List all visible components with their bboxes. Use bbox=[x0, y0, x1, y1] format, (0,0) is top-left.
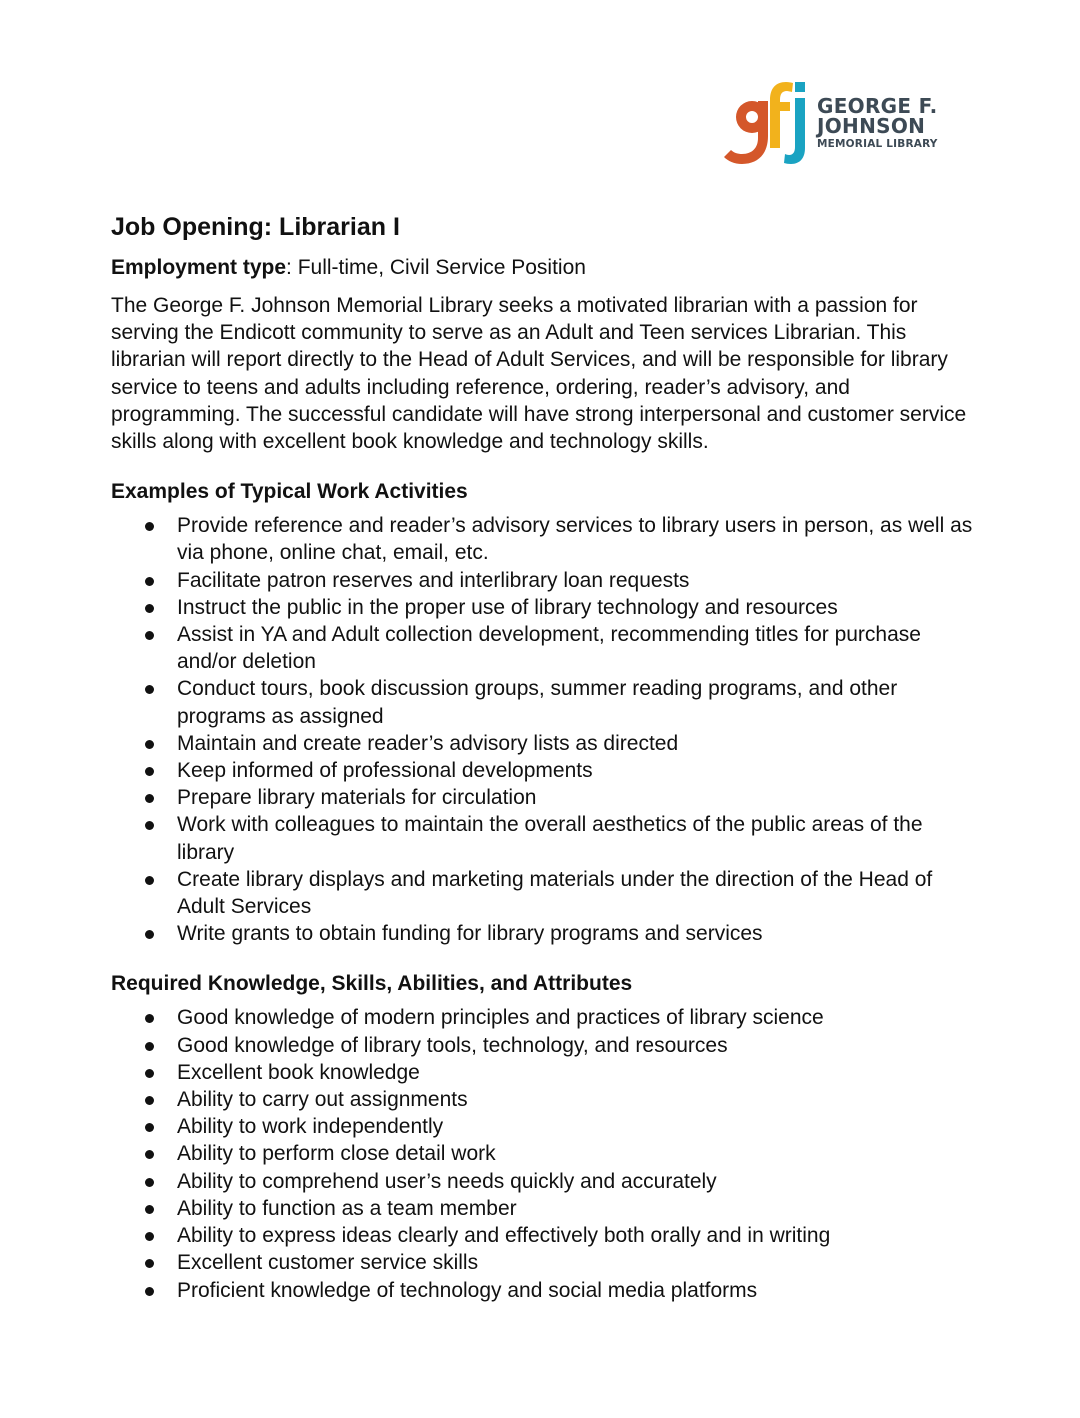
bullet-icon bbox=[145, 604, 154, 613]
employment-type-value: : Full-time, Civil Service Position bbox=[286, 256, 586, 279]
job-posting bbox=[111, 210, 981, 1304]
list-item-text: Work with colleagues to maintain the overall aesthetics of the public areas of the library bbox=[177, 813, 923, 864]
logo-name-line3: MEMORIAL LIBRARY bbox=[817, 138, 938, 150]
logo-name-line2: JOHNSON bbox=[817, 114, 926, 138]
employment-type-label: Employment type bbox=[111, 256, 287, 279]
list-item-text: Proficient knowledge of technology and social media platforms bbox=[177, 1278, 758, 1302]
page-title: Job Opening: Librarian I bbox=[111, 213, 400, 241]
gfj-logo-mark bbox=[720, 78, 812, 170]
list-item-text: Instruct the public in the proper use of library technology and resources bbox=[177, 595, 838, 619]
employment-type bbox=[111, 254, 981, 281]
list-item-text: Ability to work independently bbox=[177, 1115, 444, 1139]
list-item-text: Assist in YA and Adult collection development, recommending titles for purchase and/or deletion bbox=[177, 623, 921, 674]
bullet-icon bbox=[145, 1150, 154, 1159]
list-item bbox=[111, 621, 981, 675]
list-item bbox=[111, 1140, 981, 1167]
list-item bbox=[111, 1004, 981, 1031]
list-item-text: Excellent book knowledge bbox=[177, 1060, 420, 1084]
list-item bbox=[111, 594, 981, 621]
bullet-icon bbox=[145, 1232, 154, 1241]
list-item-text: Good knowledge of library tools, technology, and resources bbox=[177, 1033, 728, 1057]
bullet-icon bbox=[145, 1205, 154, 1214]
list-item bbox=[111, 1113, 981, 1140]
list-item-text: Prepare library materials for circulation bbox=[177, 786, 537, 810]
logo-letter-f bbox=[770, 82, 793, 148]
bullet-icon bbox=[145, 1042, 154, 1051]
list-item-text: Conduct tours, book discussion groups, summer reading programs, and other programs as assigned bbox=[177, 677, 898, 728]
list-item-text: Write grants to obtain funding for library programs and services bbox=[177, 922, 763, 946]
list-item bbox=[111, 757, 981, 784]
list-item bbox=[111, 730, 981, 757]
list-item bbox=[111, 1086, 981, 1113]
logo-name-line1: GEORGE F. bbox=[817, 94, 938, 118]
list-item bbox=[111, 784, 981, 811]
list-item bbox=[111, 920, 981, 947]
list-item bbox=[111, 512, 981, 566]
activities-heading: Examples of Typical Work Activities bbox=[111, 480, 468, 504]
list-item-text: Maintain and create reader’s advisory lists as directed bbox=[177, 731, 679, 755]
list-item-text: Good knowledge of modern principles and practices of library science bbox=[177, 1006, 824, 1030]
list-item-text: Create library displays and marketing materials under the direction of the Head of Adult Services bbox=[177, 867, 933, 919]
list-item bbox=[111, 675, 981, 729]
bullet-icon bbox=[145, 522, 154, 531]
bullet-icon bbox=[145, 577, 154, 586]
bullet-icon bbox=[145, 1096, 154, 1105]
list-item-text: Facilitate patron reserves and interlibrary loan requests bbox=[177, 568, 690, 592]
list-item bbox=[111, 1168, 981, 1195]
bullet-icon bbox=[145, 794, 154, 803]
list-item-text: Ability to function as a team member bbox=[177, 1196, 517, 1220]
requirements-list bbox=[111, 1004, 981, 1303]
requirements-heading: Required Knowledge, Skills, Abilities, and Attributes bbox=[111, 972, 633, 996]
bullet-icon bbox=[145, 1287, 154, 1296]
logo-letter-j-dot bbox=[795, 82, 805, 92]
bullet-icon bbox=[145, 631, 154, 640]
bullet-icon bbox=[145, 1123, 154, 1132]
list-item bbox=[111, 811, 981, 865]
bullet-icon bbox=[145, 1014, 154, 1023]
list-item-text: Provide reference and reader’s advisory services to library users in person, as well as via phone, online chat, email, etc. bbox=[177, 514, 973, 565]
bullet-icon bbox=[145, 740, 154, 749]
list-item bbox=[111, 866, 981, 920]
bullet-icon bbox=[145, 1259, 154, 1268]
list-item bbox=[111, 1277, 981, 1304]
list-item bbox=[111, 1249, 981, 1276]
intro-paragraph: The George F. Johnson Memorial Library seeks a motivated librarian with a passion for serving the Endicott community to serve as an Adult and Teen services Librarian. This librarian will report directly to the Head of Adult Services, and will be responsible for library service to teens and adults including reference, ordering, reader’s advisory, and programming. The successful candidate will have strong interpersonal and customer service skills along with excellent book knowledge and technology skills. bbox=[111, 294, 967, 454]
activities-list bbox=[111, 512, 981, 947]
bullet-icon bbox=[145, 767, 154, 776]
list-item bbox=[111, 1222, 981, 1249]
list-item-text: Keep informed of professional developments bbox=[177, 759, 593, 783]
list-item-text: Ability to carry out assignments bbox=[177, 1088, 468, 1112]
bullet-icon bbox=[145, 930, 154, 939]
library-name bbox=[817, 96, 938, 150]
list-item-text: Ability to comprehend user’s needs quickly and accurately bbox=[177, 1169, 717, 1193]
list-item bbox=[111, 1059, 981, 1086]
list-item bbox=[111, 567, 981, 594]
bullet-icon bbox=[145, 685, 154, 694]
bullet-icon bbox=[145, 1178, 154, 1187]
list-item bbox=[111, 1032, 981, 1059]
list-item-text: Excellent customer service skills bbox=[177, 1251, 479, 1275]
library-logo bbox=[720, 78, 940, 170]
bullet-icon bbox=[145, 1069, 154, 1078]
list-item-text: Ability to perform close detail work bbox=[177, 1142, 496, 1166]
bullet-icon bbox=[145, 876, 154, 885]
list-item bbox=[111, 1195, 981, 1222]
list-item-text: Ability to express ideas clearly and effectively both orally and in writing bbox=[177, 1224, 831, 1248]
bullet-icon bbox=[145, 821, 154, 830]
